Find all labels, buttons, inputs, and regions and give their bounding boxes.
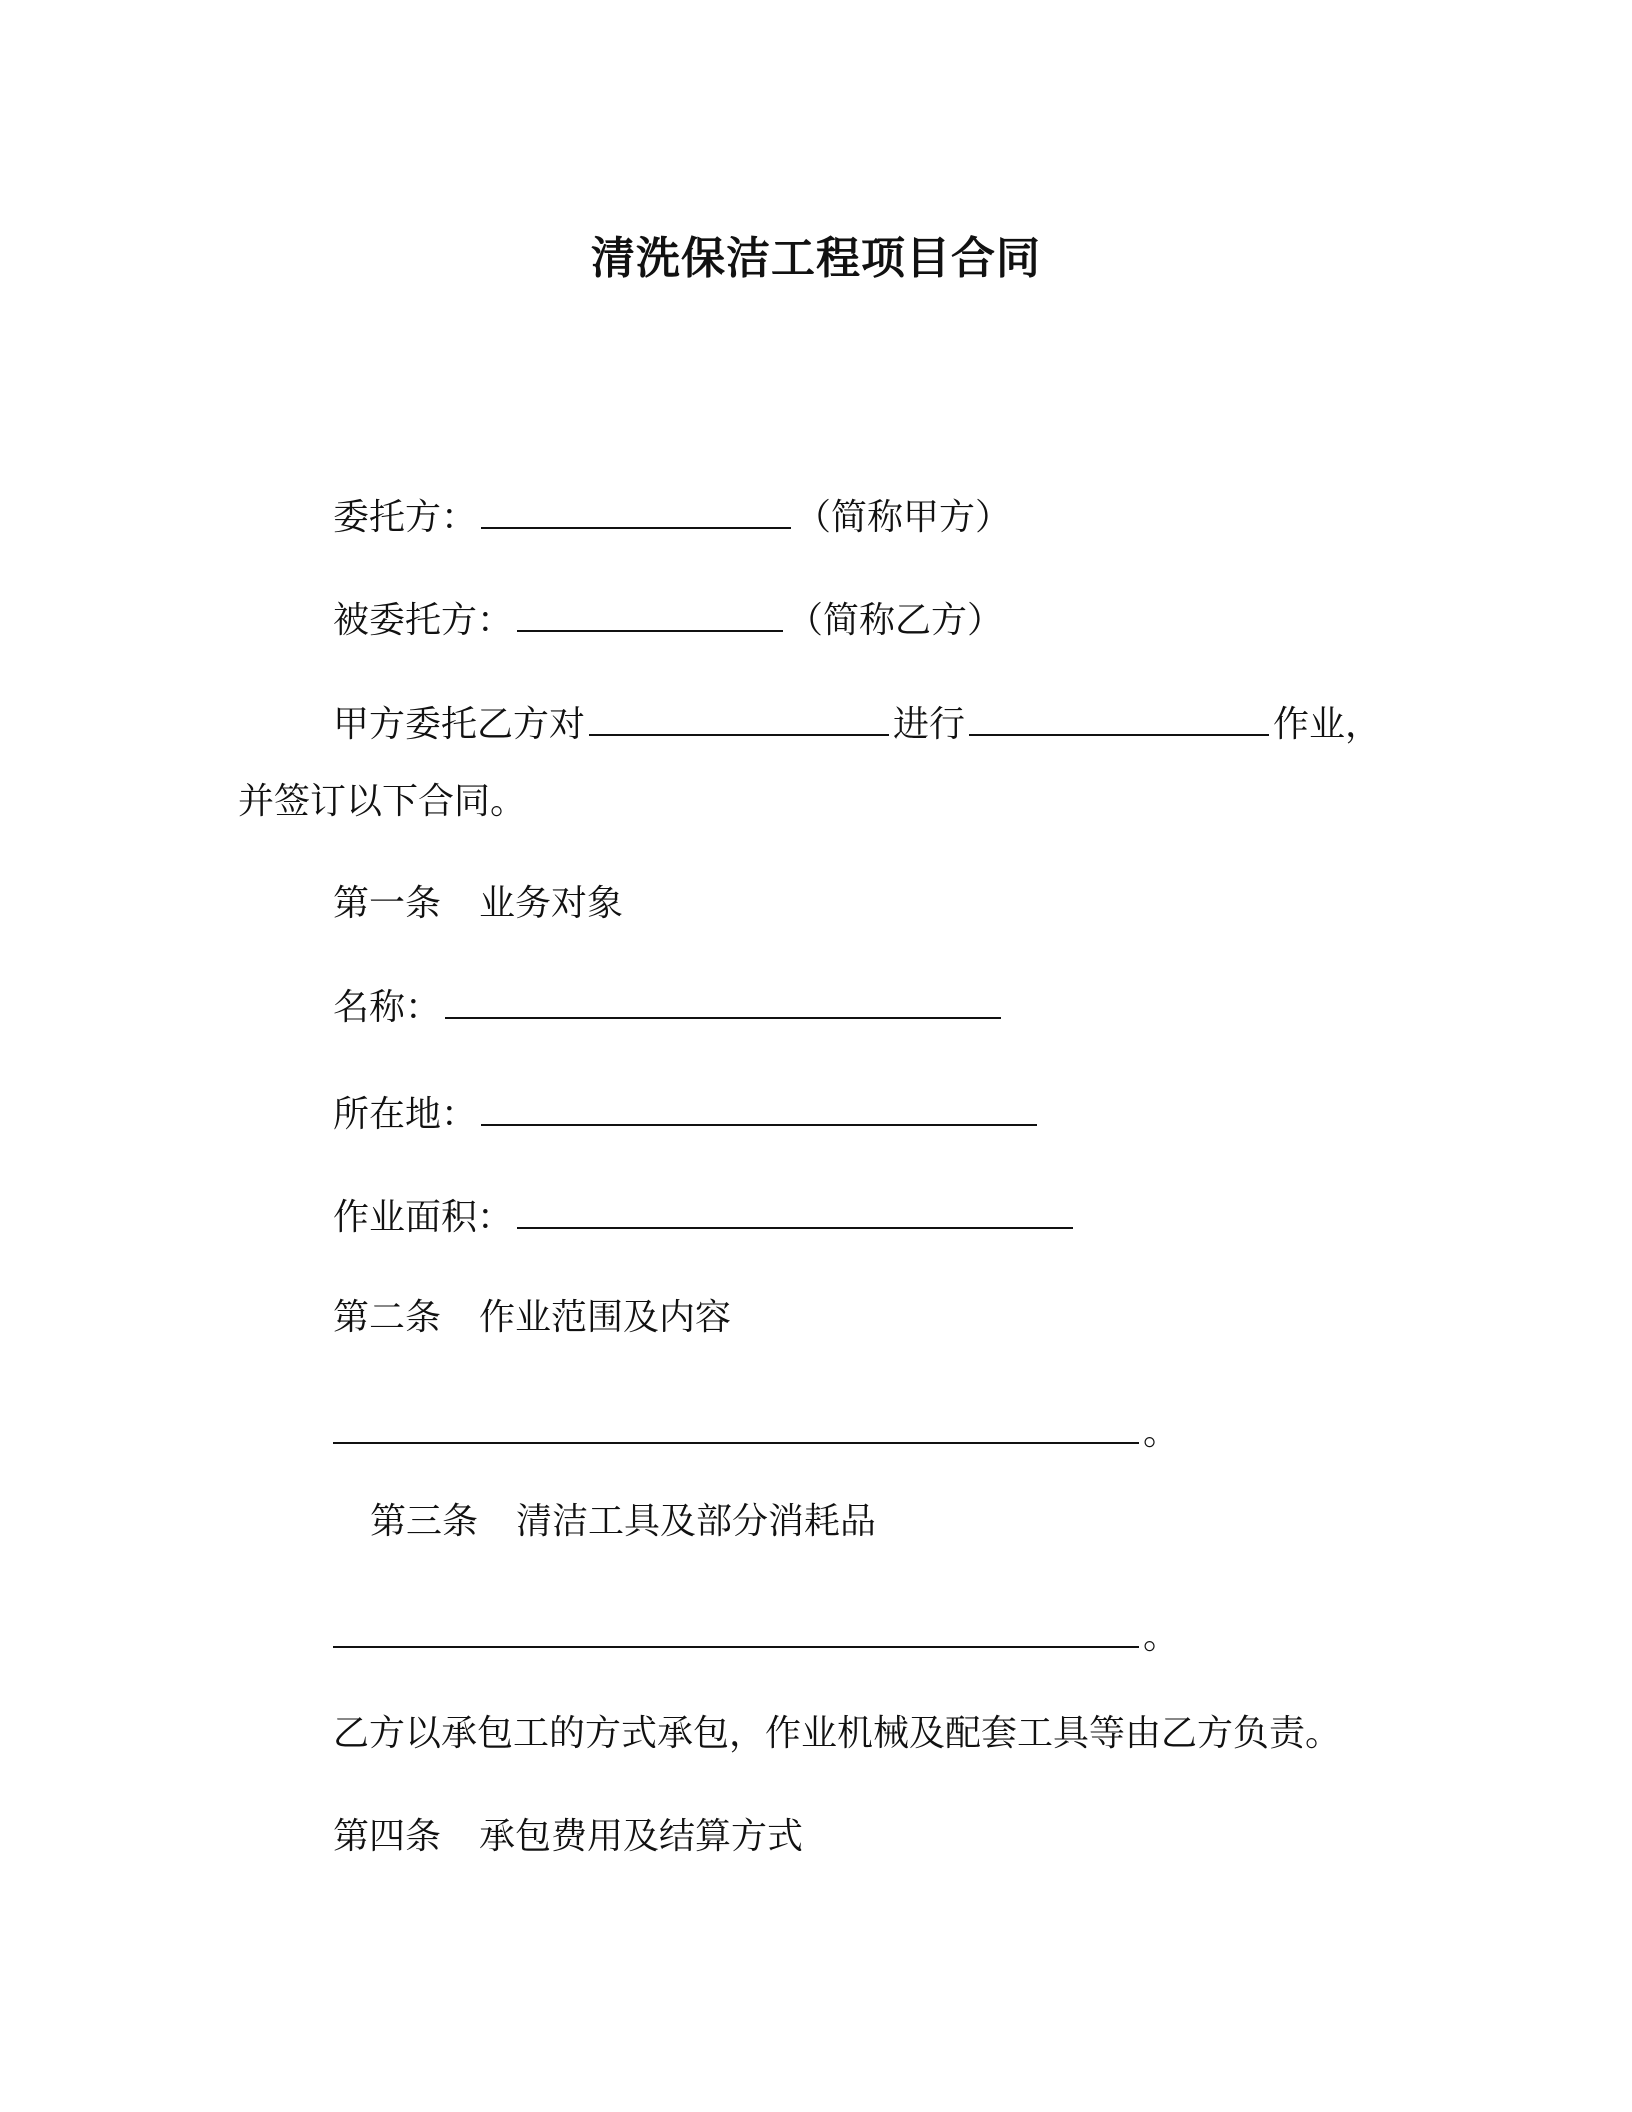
article2-content-line	[333, 1410, 1179, 1454]
article2-content-blank[interactable]	[333, 1410, 1139, 1444]
client-blank[interactable]	[481, 495, 791, 529]
article4-heading	[333, 1815, 803, 1858]
article2-heading	[333, 1296, 731, 1339]
intro-work-blank[interactable]	[969, 702, 1269, 736]
area-line	[333, 1195, 1077, 1239]
contractor-label: 被委托方：	[333, 600, 514, 641]
intro-line-2: 并签订以下合同。	[238, 781, 527, 822]
intro-part3: 作业，	[1273, 704, 1382, 745]
article4-title: 承包费用及结算方式	[479, 1816, 804, 1857]
intro-object-blank[interactable]	[589, 702, 889, 736]
location-line	[333, 1092, 1041, 1136]
article4-number: 第四条	[333, 1816, 442, 1857]
article3-content-line	[333, 1614, 1179, 1658]
area-label: 作业面积：	[333, 1197, 514, 1238]
client-suffix: （简称甲方）	[795, 497, 1012, 538]
intro-part2: 进行	[893, 704, 966, 745]
name-line	[333, 985, 1005, 1029]
intro-part1: 甲方委托乙方对	[333, 704, 586, 745]
article3-number: 第三条	[370, 1501, 479, 1542]
area-blank[interactable]	[517, 1195, 1073, 1229]
article1-heading	[333, 882, 623, 925]
location-label: 所在地：	[333, 1094, 478, 1135]
name-blank[interactable]	[445, 985, 1001, 1019]
article1-title: 业务对象	[479, 883, 624, 924]
article2-end-mark: 。	[1143, 1412, 1180, 1453]
article2-number: 第二条	[333, 1297, 442, 1338]
article3-note: 乙方以承包工的方式承包，作业机械及配套工具等由乙方负责。	[333, 1713, 1342, 1754]
client-line	[333, 495, 1011, 539]
article2-title: 作业范围及内容	[479, 1297, 732, 1338]
article3-heading	[370, 1500, 876, 1543]
document-title: 清洗保洁工程项目合同	[591, 233, 1041, 284]
article3-content-blank[interactable]	[333, 1614, 1139, 1648]
contractor-line	[333, 598, 1003, 642]
contractor-blank[interactable]	[517, 598, 783, 632]
article3-title: 清洁工具及部分消耗品	[516, 1501, 877, 1542]
contractor-suffix: （简称乙方）	[787, 600, 1004, 641]
location-blank[interactable]	[481, 1092, 1037, 1126]
article3-end-mark: 。	[1143, 1616, 1180, 1657]
client-label: 委托方：	[333, 497, 478, 538]
name-label: 名称：	[333, 987, 442, 1028]
intro-line-1	[333, 702, 1381, 746]
article1-number: 第一条	[333, 883, 442, 924]
